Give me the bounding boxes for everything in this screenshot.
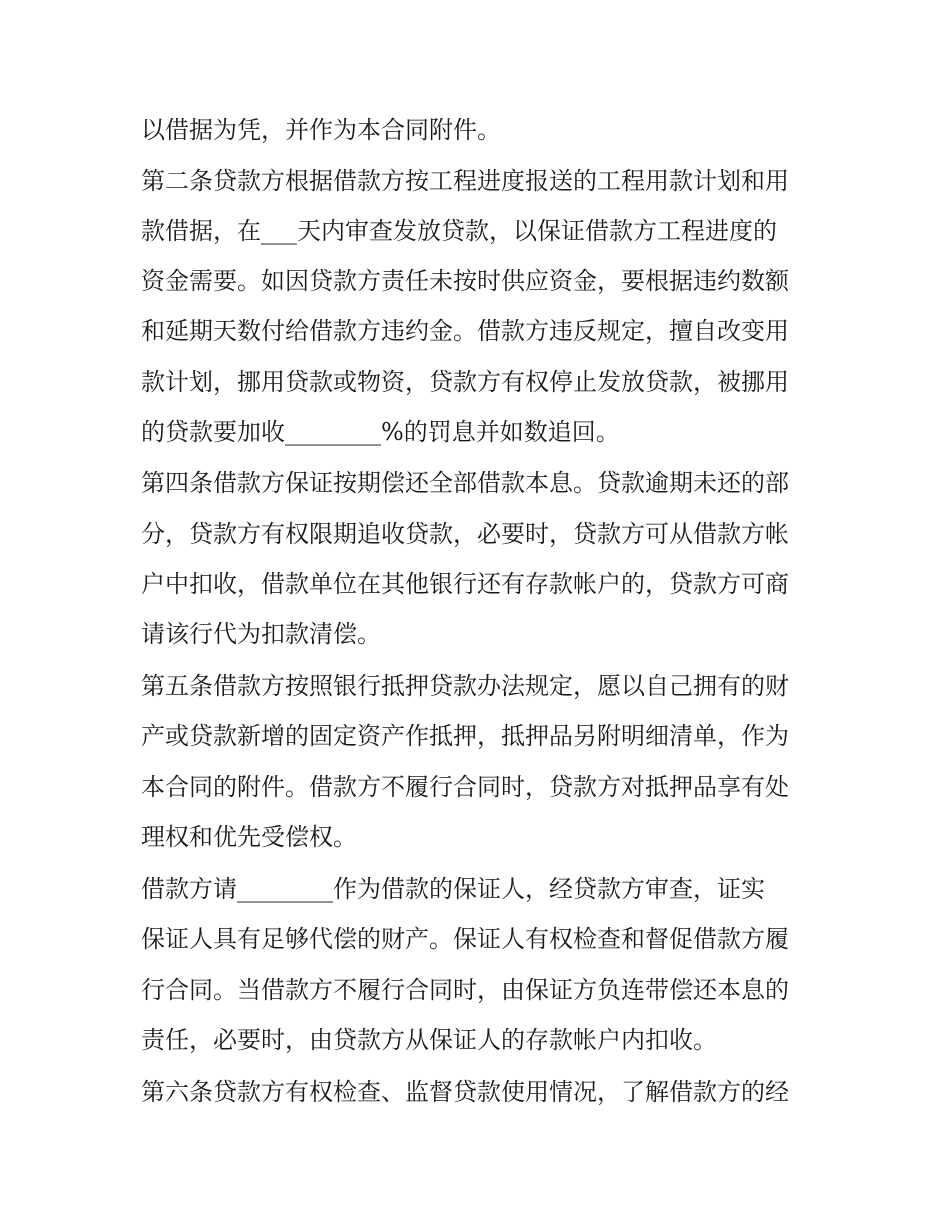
text-line: 行合同。当借款方不履行合同时，由保证方负连带偿还本息的 bbox=[141, 976, 789, 1004]
text-line: 第四条借款方保证按期偿还全部借款本息。贷款逾期未还的部 bbox=[141, 469, 789, 497]
text-line: 款计划，挪用贷款或物资，贷款方有权停止发放贷款，被挪用 bbox=[141, 368, 789, 396]
text-line: 产或贷款新增的固定资产作抵押，抵押品另附明细清单，作为 bbox=[141, 722, 789, 750]
text-line: 请该行代为扣款清偿。 bbox=[141, 620, 381, 648]
text-line: 的贷款要加收________%的罚息并如数追回。 bbox=[141, 418, 620, 446]
text-line: 理权和优先受偿权。 bbox=[141, 823, 357, 851]
text-line: 责任，必要时，由贷款方从保证人的存款帐户内扣收。 bbox=[141, 1026, 717, 1054]
text-line: 分，贷款方有权限期追收贷款，必要时，贷款方可从借款方帐 bbox=[141, 520, 789, 548]
text-line: 款借据，在___天内审查发放贷款，以保证借款方工程进度的 bbox=[141, 217, 777, 245]
text-line: 第六条贷款方有权检查、监督贷款使用情况，了解借款方的经 bbox=[141, 1078, 789, 1106]
text-line: 保证人具有足够代偿的财产。保证人有权检查和督促借款方履 bbox=[141, 925, 789, 953]
text-line: 第五条借款方按照银行抵押贷款办法规定，愿以自己拥有的财 bbox=[141, 672, 789, 700]
text-line: 资金需要。如因贷款方责任未按时供应资金，要根据违约数额 bbox=[141, 267, 789, 295]
text-line: 和延期天数付给借款方违约金。借款方违反规定，擅自改变用 bbox=[141, 317, 789, 345]
text-line: 户中扣收，借款单位在其他银行还有存款帐户的，贷款方可商 bbox=[141, 570, 789, 598]
text-line: 借款方请________作为借款的保证人，经贷款方审查，证实 bbox=[141, 875, 765, 903]
text-line: 以借据为凭，并作为本合同附件。 bbox=[141, 116, 501, 144]
text-line: 第二条贷款方根据借款方按工程进度报送的工程用款计划和用 bbox=[141, 167, 789, 195]
text-line: 本合同的附件。借款方不履行合同时，贷款方对抵押品享有处 bbox=[141, 773, 789, 801]
